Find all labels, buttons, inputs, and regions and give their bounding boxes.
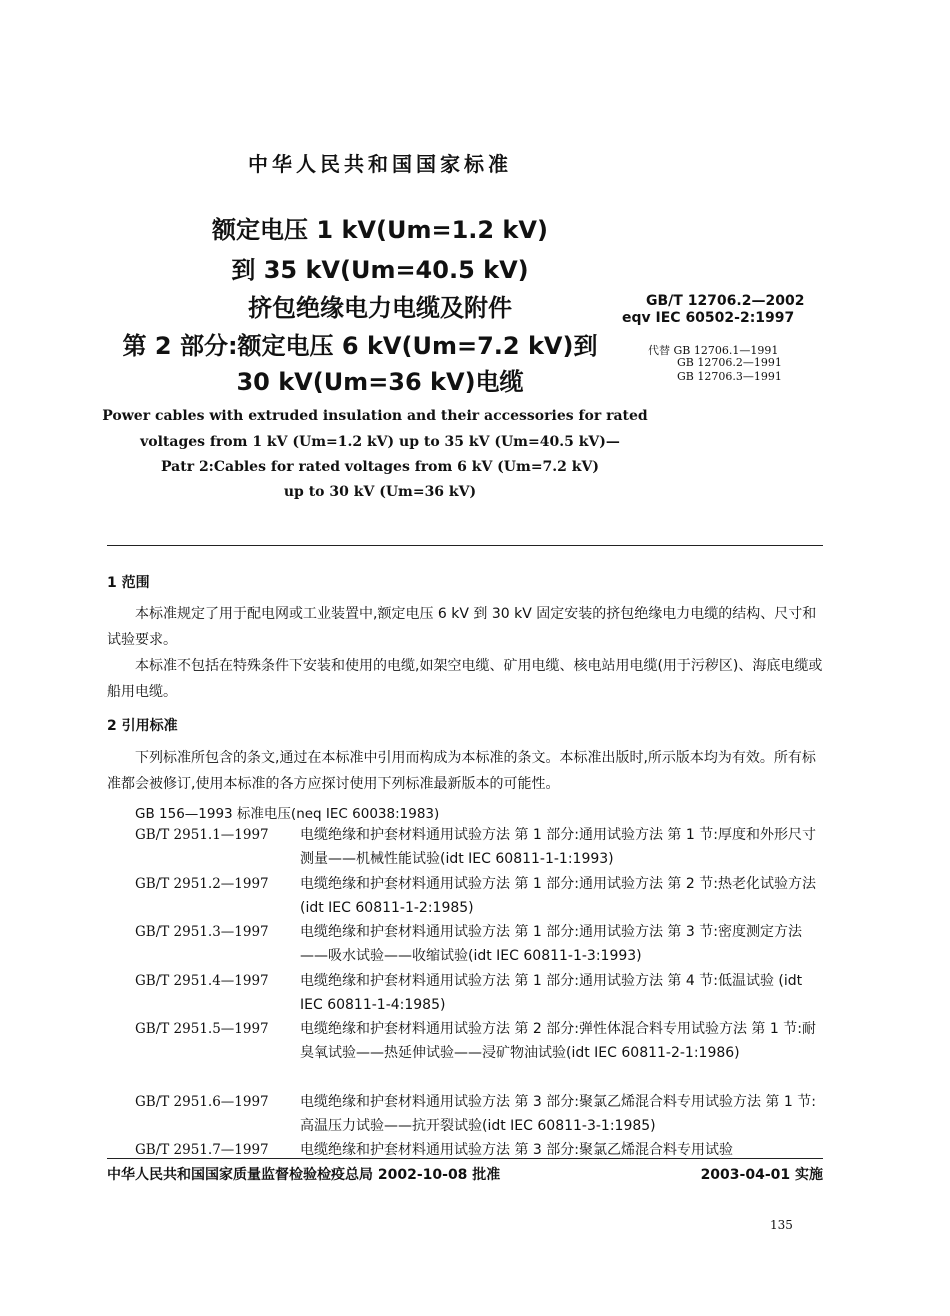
reference-text: 电缆绝缘和护套材料通用试验方法 第 1 部分:通用试验方法 第 3 节:密度测定方法——吸水试验——收缩试验(idt IEC 60811-1-3:1993) [300,924,802,964]
issuer-approval: 中华人民共和国国家质量监督检验检疫总局 2002-10-08 批准 [107,1167,501,1183]
standard-code: GB/T 12706.2—2002 [646,293,805,309]
section1-heading: 1 范围 [107,575,150,591]
page-number: 135 [770,1218,793,1232]
reference-text: 电缆绝缘和护套材料通用试验方法 第 1 部分:通用试验方法 第 1 节:厚度和外形尺寸测量——机械性能试验(idt IEC 60811-1-1:1993) [300,827,816,867]
title-en-line3: Patr 2:Cables for rated voltages from 6 kV (Um=7.2 kV) [161,459,599,475]
effective-date: 2003-04-01 实施 [700,1167,823,1183]
title-en-line4: up to 30 kV (Um=36 kV) [283,484,477,500]
reference-text: 电缆绝缘和护套材料通用试验方法 第 1 部分:通用试验方法 第 4 节:低温试验 (idt IEC 60811-1-4:1985) [300,973,803,1013]
section1-paragraph2: 本标准不包括在特殊条件下安装和使用的电缆,如架空电缆、矿用电缆、核电站用电缆(用于污秽区)、海底电缆或船用电缆。 [107,658,823,700]
footer-divider [107,1158,823,1159]
national-standard-heading: 中华人民共和国国家标准 [248,152,512,176]
section1-paragraph1: 本标准规定了用于配电网或工业装置中,额定电压 6 kV 到 30 kV 固定安装的挤包绝缘电力电缆的结构、尺寸和试验要求。 [107,606,817,648]
reference-code: GB/T 2951.5—1997 [135,1021,269,1037]
reference-text: 电缆绝缘和护套材料通用试验方法 第 2 部分:弹性体混合料专用试验方法 第 1 节:耐臭氧试验——热延伸试验——浸矿物油试验(idt IEC 60811-2-1:1986) [300,1021,816,1061]
title-zh-line1: 额定电压 1 kV(Um=1.2 kV) [212,216,548,244]
reference-code: GB/T 2951.1—1997 [135,827,269,843]
header-divider [107,545,823,546]
replaces-item: GB 12706.3—1991 [677,370,782,383]
reference-code: GB/T 2951.2—1997 [135,876,269,892]
reference-text: 电缆绝缘和护套材料通用试验方法 第 3 部分:聚氯乙烯混合料专用试验方法 第 1 节:高温压力试验——抗开裂试验(idt IEC 60811-3-1:1985) [300,1094,816,1134]
title-en-line1: Power cables with extruded insulation and their accessories for rated [102,408,648,424]
title-en-line2: voltages from 1 kV (Um=1.2 kV) up to 35 kV (Um=40.5 kV)— [140,434,620,450]
reference-code: GB/T 2951.3—1997 [135,924,269,940]
reference-code: GB/T 2951.4—1997 [135,973,269,989]
replaces-item: GB 12706.1—1991 [673,344,779,357]
reference-gb156: GB 156—1993 标准电压(neq IEC 60038:1983) [135,806,440,822]
title-zh-line4: 第 2 部分:额定电压 6 kV(Um=7.2 kV)到 [122,332,598,360]
title-zh-line2: 到 35 kV(Um=40.5 kV) [231,256,529,284]
section2-heading: 2 引用标准 [107,718,178,734]
reference-code: GB/T 2951.6—1997 [135,1094,269,1110]
replaces-item: GB 12706.2—1991 [677,356,782,369]
section2-intro: 下列标准所包含的条文,通过在本标准中引用而构成为本标准的条文。本标准出版时,所示版本均为有效。所有标准都会被修订,使用本标准的各方应探讨使用下列标准最新版本的可能性。 [107,750,816,792]
title-zh-line5: 30 kV(Um=36 kV)电缆 [236,368,524,396]
standard-equivalence: eqv IEC 60502-2:1997 [622,310,795,326]
reference-text: 电缆绝缘和护套材料通用试验方法 第 1 部分:通用试验方法 第 2 节:热老化试验方法 (idt IEC 60811-1-2:1985) [300,876,816,916]
title-zh-line3: 挤包绝缘电力电缆及附件 [248,294,512,322]
replaces-label: 代替 [648,344,670,357]
reference-code: GB/T 2951.7—1997 [135,1142,269,1158]
reference-text: 电缆绝缘和护套材料通用试验方法 第 3 部分:聚氯乙烯混合料专用试验 [300,1142,733,1158]
